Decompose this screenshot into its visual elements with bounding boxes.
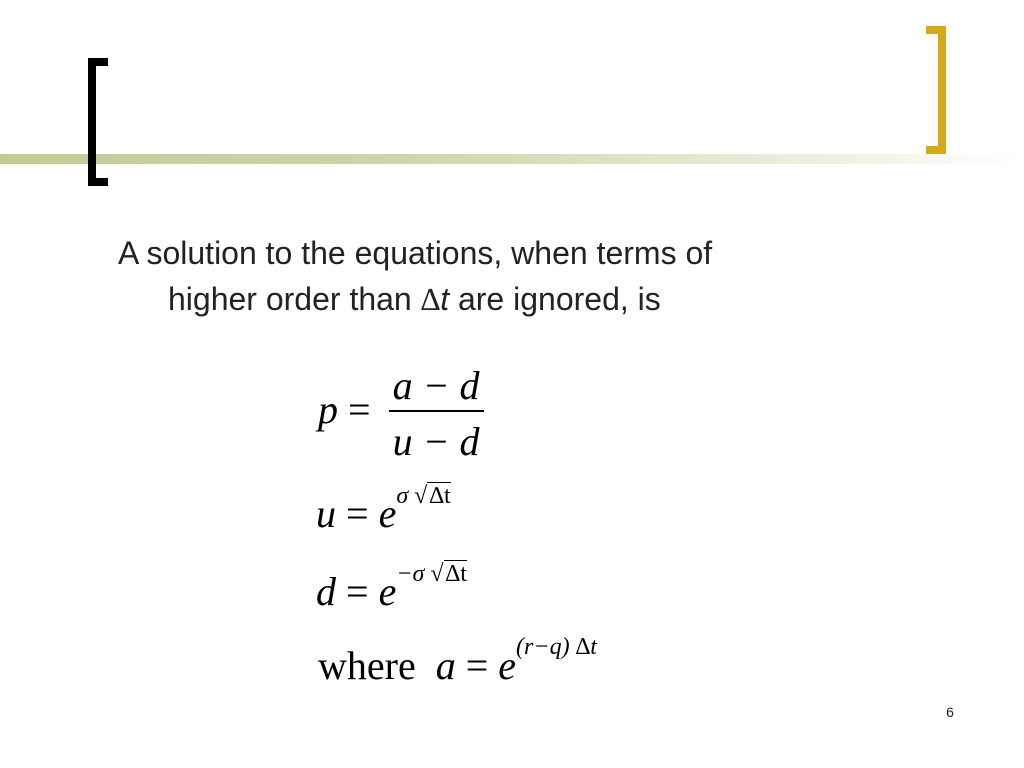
equation-d-radical: ∆t [445,561,467,587]
equation-u-exponent: σ √∆t [396,483,451,509]
equation-d-sigma: −σ [396,561,425,587]
right-bracket-decoration [926,26,946,154]
equation-u-lhs: u [316,491,336,536]
equation-u-equals: = [346,491,369,536]
equation-p-equals: = [348,387,371,433]
equation-p-denominator: u − d [389,410,484,466]
equation-u-base: e [378,491,397,536]
delta-symbol: ∆ [420,281,441,317]
equation-u [316,483,451,537]
page-number: 6 [946,704,954,720]
title-divider-bar [0,154,1024,164]
equation-d-base: e [378,569,397,614]
equation-p-numerator: a − d [392,363,480,408]
equation-p-fraction [389,362,484,466]
equation-u-radical: ∆t [429,483,451,509]
equation-d-equals: = [346,569,369,614]
equation-a-base: e [498,643,517,688]
body-line-2-post: are ignored, is [457,281,661,317]
equation-a-where: where [318,643,416,688]
equation-d-exponent: −σ √∆t [396,561,467,587]
body-line-2-pre: higher order than [168,281,412,317]
body-text [118,230,898,322]
equation-d-lhs: d [316,569,336,614]
left-bracket-decoration [88,58,108,186]
equation-p-lhs: p [318,387,338,433]
equation-a-exponent: (r−q) ∆t [516,634,597,660]
body-line-2 [118,276,898,322]
equation-a [318,634,597,689]
equation-d [316,561,467,615]
equation-p [318,362,484,466]
t-symbol: t [440,281,450,317]
equation-a-lhs: a [435,643,456,688]
equation-u-sigma: σ [396,483,409,509]
body-line-1: A solution to the equations, when terms of [118,235,713,271]
equation-a-equals: = [465,643,489,688]
